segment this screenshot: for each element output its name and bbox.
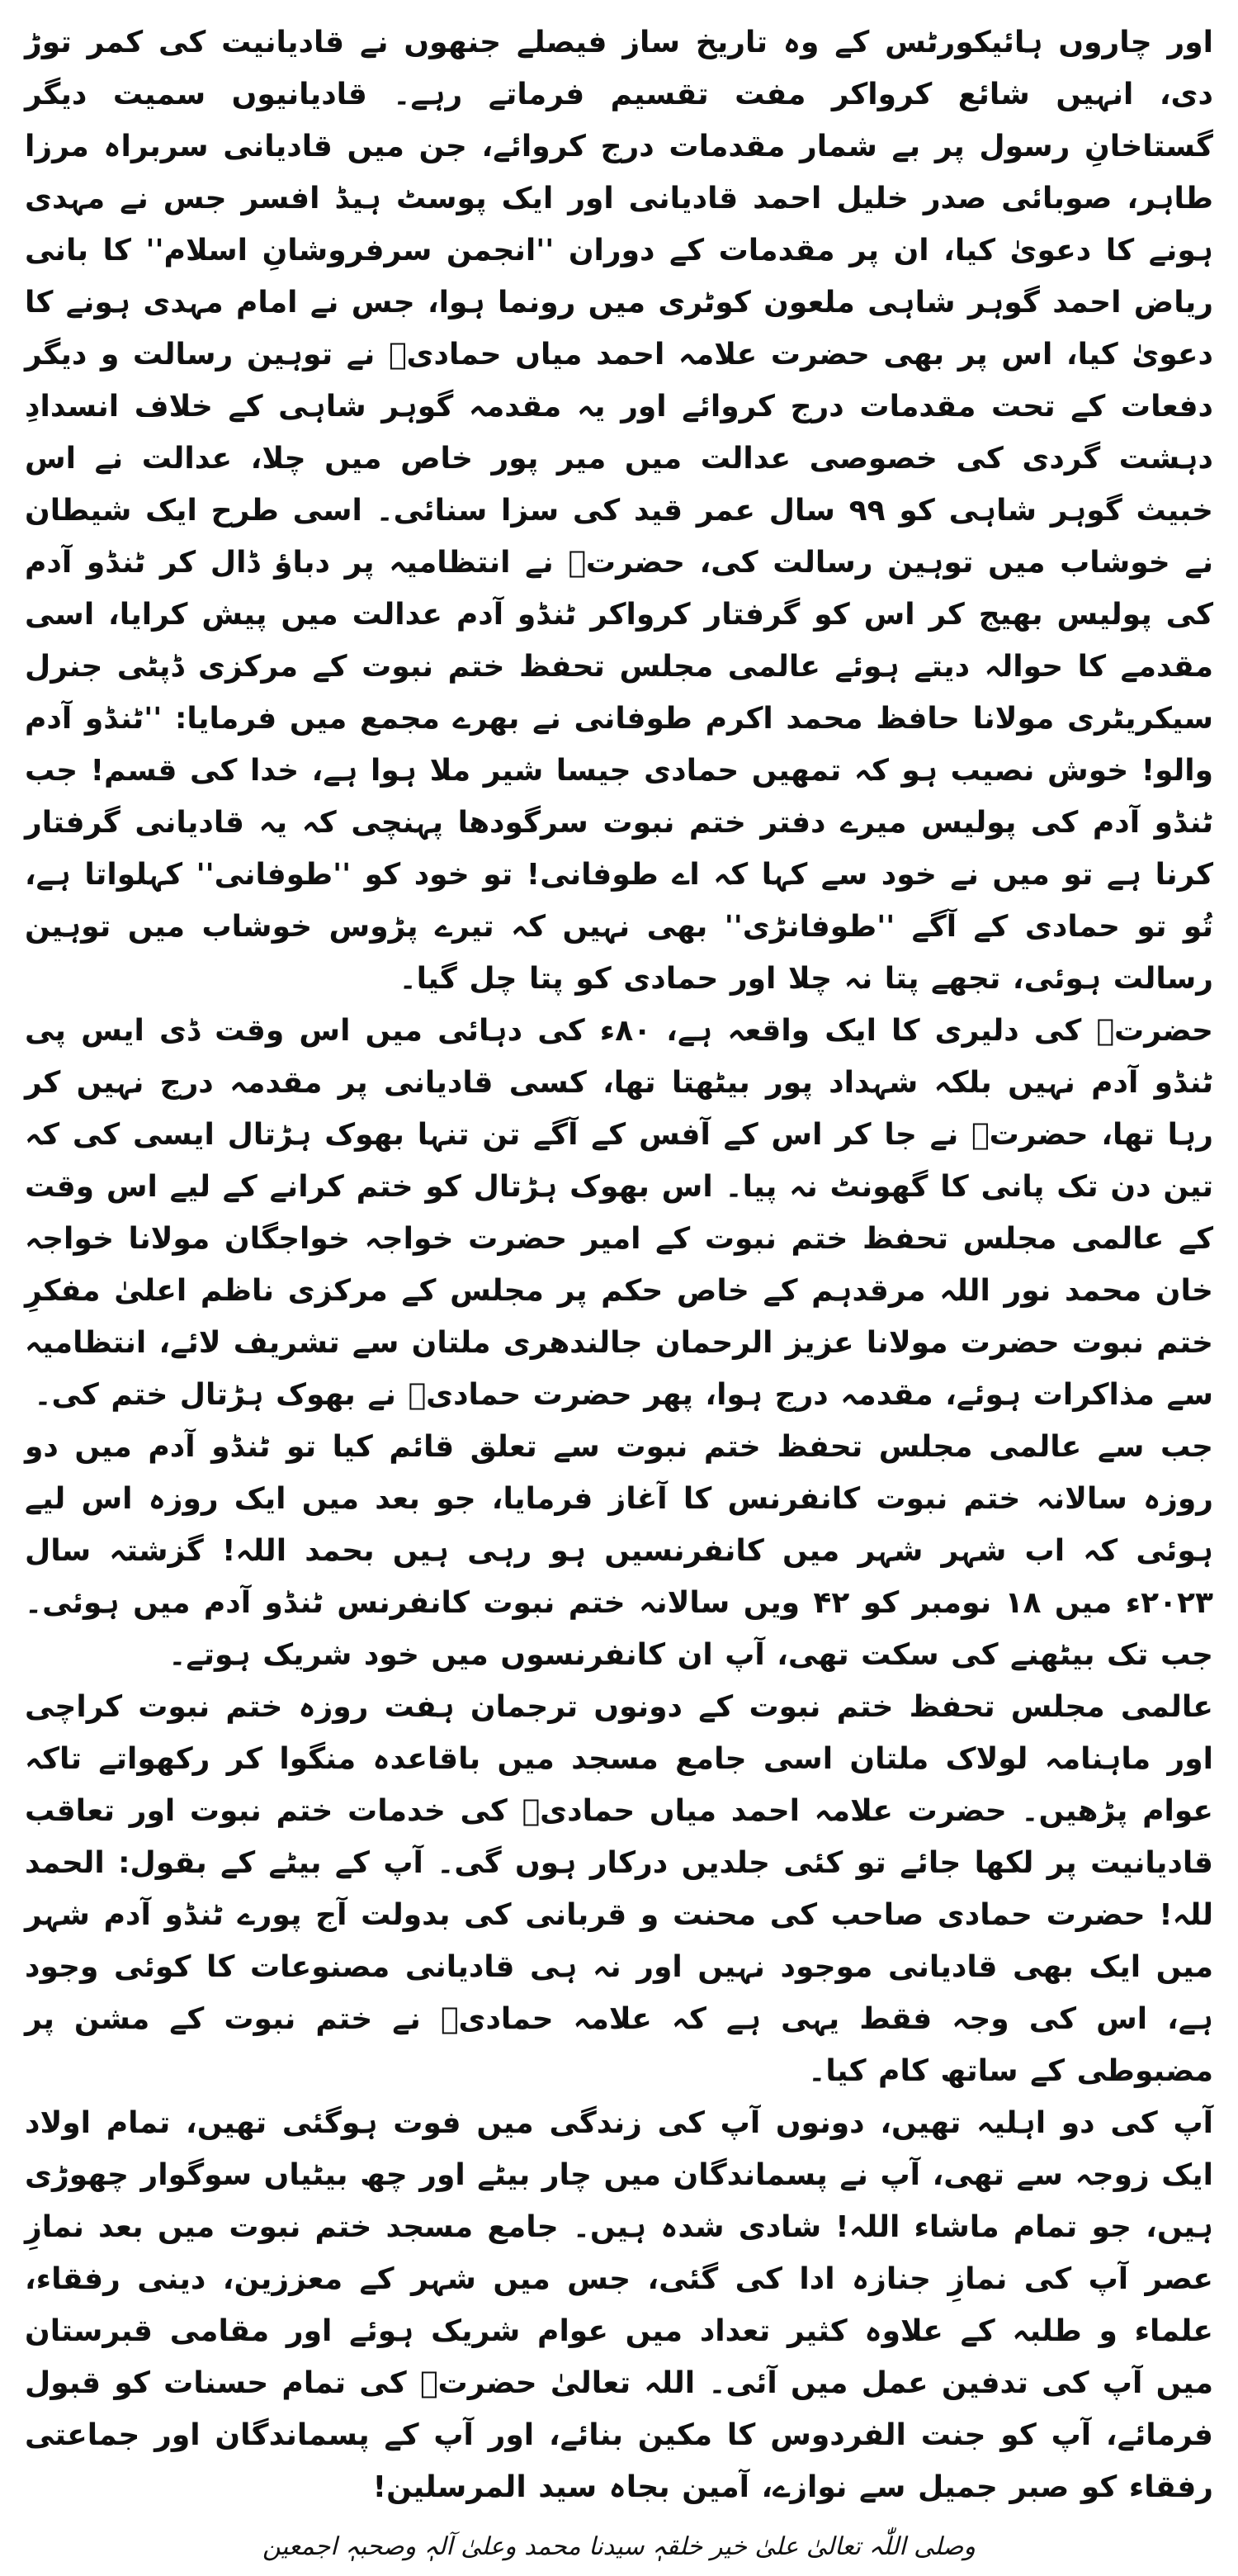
article-page xyxy=(25,17,1214,2561)
closing-blessing: وصلی اللّٰہ تعالیٰ علیٰ خیر خلقہٖ سیدنا محمد وعلیٰ آلہٖ وصحبہٖ اجمعین xyxy=(262,2532,976,2561)
paragraph-5: آپ کی دو اہلیہ تھیں، دونوں آپ کی زندگی میں فوت ہوگئی تھیں، تمام اولاد ایک زوجہ سے تھی، آپ نے پسماندگان میں چار بیٹے اور چھ بیٹیاں سوگوار چھوڑی ہیں، جو تمام ماشاء اللہ! شادی شدہ ہیں۔ جامع مسجد ختم نبوت میں بعد نمازِ عصر آپ کی نمازِ جنازہ ادا کی گئی، جس میں شہر کے معززین، دینی رفقاء، علماء و طلبہ کے علاوہ کثیر تعداد میں عوام شریک ہوئے اور مقامی قبرستان میں آپ کی تدفین عمل میں آئی۔ اللہ تعالیٰ حضرتؒ کی تمام حسنات کو قبول فرمائے، آپ کو جنت الفردوس کا مکین بنائے، اور آپ کے پسماندگان اور جماعتی رفقاء کو صبر جمیل سے نوازے، آمین بجاہ سید المرسلین! xyxy=(25,2106,1213,2504)
paragraph-3: جب سے عالمی مجلس تحفظ ختم نبوت سے تعلق قائم کیا تو ٹنڈو آدم میں دو روزہ سالانہ ختم نبوت کانفرنس کا آغاز فرمایا، جو بعد میں ایک روزہ اس لیے ہوئی کہ اب شہر شہر میں کانفرنسیں ہو رہی ہیں بحمد اللہ! گزشتہ سال ۲۰۲۳ء میں ۱۸ نومبر کو ۴۲ ویں سالانہ ختم نبوت کانفرنس ٹنڈو آدم میں ہوئی۔ جب تک بیٹھنے کی سکت تھی، آپ ان کانفرنسوں میں خود شریک ہوتے۔ xyxy=(25,1430,1213,1672)
paragraph-1: اور چاروں ہائیکورٹس کے وہ تاریخ ساز فیصلے جنھوں نے قادیانیت کی کمر توڑ دی، انہیں شائع کرواکر مفت تقسیم فرماتے رہے۔ قادیانیوں سمیت دیگر گستاخانِ رسول پر بے شمار مقدمات درج کروائے، جن میں قادیانی سربراہ مرزا طاہر، صوبائی صدر خلیل احمد قادیانی اور ایک پوسٹ ہیڈ افسر جس نے مہدی ہونے کا دعویٰ کیا، ان پر مقدمات کے دوران ''انجمن سرفروشانِ اسلام'' کا بانی ریاض احمد گوہر شاہی ملعون کوٹری میں رونما ہوا، جس نے امام مہدی ہونے کا دعویٰ کیا، اس پر بھی حضرت علامہ احمد میاں حمادیؒ نے توہین رسالت و دیگر دفعات کے تحت مقدمات درج کروائے اور یہ مقدمہ گوہر شاہی کے خلاف انسدادِ دہشت گردی کی خصوصی عدالت میں میر پور خاص میں چلا، عدالت نے اس خبیث گوہر شاہی کو ۹۹ سال عمر قید کی سزا سنائی۔ اسی طرح ایک شیطان نے خوشاب میں توہین رسالت کی، حضرتؒ نے انتظامیہ پر دباؤ ڈال کر ٹنڈو آدم کی پولیس بھیج کر اس کو گرفتار کرواکر ٹنڈو آدم عدالت میں پیش کرایا، اسی مقدمے کا حوالہ دیتے ہوئے عالمی مجلس تحفظ ختم نبوت کے مرکزی ڈپٹی جنرل سیکریٹری مولانا حافظ محمد اکرم طوفانی نے بھرے مجمع میں فرمایا: ''ٹنڈو آدم والو! خوش نصیب ہو کہ تمھیں حمادی جیسا شیر ملا ہوا ہے، خدا کی قسم! جب ٹنڈو آدم کی پولیس میرے دفتر ختم نبوت سرگودھا پہنچی کہ یہ قادیانی گرفتار کرنا ہے تو میں نے خود سے کہا کہ اے طوفانی! تو خود کو ''طوفانی'' کہلواتا ہے، تُو تو حمادی کے آگے ''طوفانڑی'' بھی نہیں کہ تیرے پڑوس خوشاب میں توہین رسالت ہوئی، تجھے پتا نہ چلا اور حمادی کو پتا چل گیا۔ xyxy=(25,26,1213,996)
paragraph-2: حضرتؒ کی دلیری کا ایک واقعہ ہے، ۸۰ء کی دہائی میں اس وقت ڈی ایس پی ٹنڈو آدم نہیں بلکہ شہداد پور بیٹھتا تھا، کسی قادیانی پر مقدمہ درج نہیں کر رہا تھا، حضرتؒ نے جا کر اس کے آفس کے آگے تن تنہا بھوک ہڑتال ایسی کی کہ تین دن تک پانی کا گھونٹ نہ پیا۔ اس بھوک ہڑتال کو ختم کرانے کے لیے اس وقت کے عالمی مجلس تحفظ ختم نبوت کے امیر حضرت خواجہ خواجگان مولانا خواجہ خان محمد نور اللہ مرقدہم کے خاص حکم پر مجلس کے مرکزی ناظم اعلیٰ مفکرِ ختم نبوت حضرت مولانا عزیز الرحمان جالندھری ملتان سے تشریف لائے، انتظامیہ سے مذاکرات ہوئے، مقدمہ درج ہوا، پھر حضرت حمادیؒ نے بھوک ہڑتال ختم کی۔ xyxy=(25,1014,1214,1412)
paragraph-4: عالمی مجلس تحفظ ختم نبوت کے دونوں ترجمان ہفت روزہ ختم نبوت کراچی اور ماہنامہ لولاک ملتان اسی جامع مسجد میں باقاعدہ منگوا کر رکھواتے تاکہ عوام پڑھیں۔ حضرت علامہ احمد میاں حمادیؒ کی خدمات ختم نبوت اور تعاقب قادیانیت پر لکھا جائے تو کئی جلدیں درکار ہوں گی۔ آپ کے بیٹے کے بقول: الحمد للہ! حضرت حمادی صاحب کی محنت و قربانی کی بدولت آج پورے ٹنڈو آدم شہر میں ایک بھی قادیانی موجود نہیں اور نہ ہی قادیانی مصنوعات کا کوئی وجود ہے، اس کی وجہ فقط یہی ہے کہ علامہ حمادیؒ نے ختم نبوت کے مشن پر مضبوطی کے ساتھ کام کیا۔ xyxy=(25,1690,1213,2088)
